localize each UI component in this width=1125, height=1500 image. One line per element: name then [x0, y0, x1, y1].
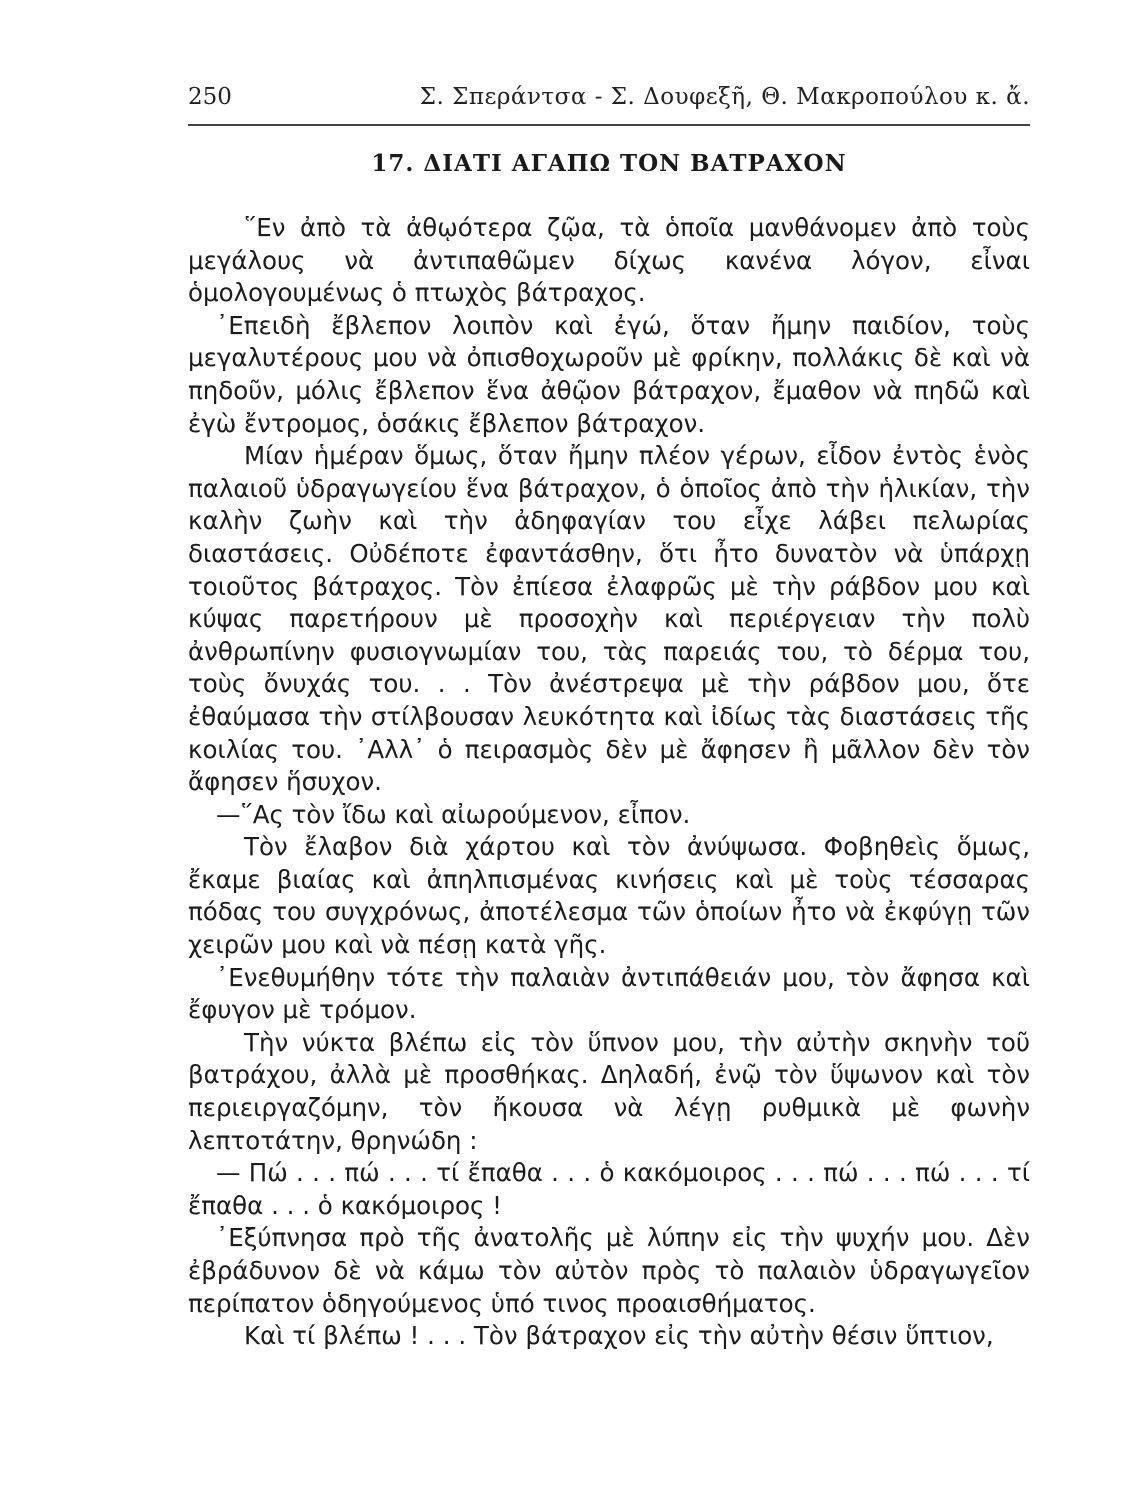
paragraph-2: ᾿Επειδὴ ἔβλεπον λοιπὸν καὶ ἐγώ, ὅταν ἤμην παιδίον, τοὺς μεγαλυτέρους μου νὰ ὀπισθοχωροῦν μὲ φρίκην, πολλάκις δὲ καὶ νὰ πηδοῦν, μόλις ἔβλεπον ἕνα ἀθῷον βάτραχον, ἔμαθον νὰ πηδῶ καὶ ἐγὼ ἔντρομος, ὁσάκις ἔβλεπον βάτραχον. — [188, 310, 1030, 438]
paragraph-9: ᾿Εξύπνησα πρὸ τῆς ἀνατολῆς μὲ λύπην εἰς τὴν ψυχήν μου. Δὲν ἐβράδυνον δὲ νὰ κάμω τὸν αὐτὸν πρὸς τὸ παλαιὸν ὑδραγωγεῖον περίπατον ὁδηγούμενος ὑπό τινος προαισθήματος. — [188, 1223, 1030, 1318]
header-rule — [188, 124, 1030, 126]
page-number: 250 — [188, 84, 232, 110]
paragraph-10: Καὶ τί βλέπω ! . . . Τὸν βάτραχον εἰς τὴν αὐτὴν θέσιν ὕπτιον, — [244, 1321, 994, 1351]
running-head: Σ. Σπεράντσα - Σ. Δουφεξῆ, Θ. Μακροπούλου κ. ἄ. — [419, 84, 1030, 110]
body-text — [188, 212, 1030, 1353]
paragraph-6: ᾿Ενεθυμήθην τότε τὴν παλαιὰν ἀντιπάθειάν μου, τὸν ἄφησα καὶ ἔφυγον μὲ τρόμον. — [188, 962, 1030, 1025]
paragraph-7: Τὴν νύκτα βλέπω εἰς τὸν ὕπνον μου, τὴν αὐτὴν σκηνὴν τοῦ βατράχου, ἀλλὰ μὲ προσθήκας. Δηλαδή, ἐνῷ τὸν ὕψωνον καὶ τὸν περιειργαζόμην, τὸν ἤκουσα νὰ λέγῃ ρυθμικὰ μὲ φωνὴν λεπτοτάτην, θρηνώδη : — [188, 1027, 1030, 1155]
chapter-title: 17. ΔΙΑΤΙ ΑΓΑΠΩ ΤΟΝ ΒΑΤΡΑΧΟΝ — [371, 150, 847, 177]
paragraph-1: ῞Εν ἀπὸ τὰ ἀθῳότερα ζῷα, τὰ ὁποῖα μανθάνομεν ἀπὸ τοὺς μεγάλους νὰ ἀντιπαθῶμεν δίχως κανένα λόγον, εἶναι ὁμολογουμένως ὁ πτωχὸς βάτραχος. — [188, 213, 1030, 308]
page-header — [188, 84, 1030, 120]
paragraph-4: —῞Ας τὸν ἴδω καὶ αἰωρούμενον, εἶπον. — [216, 799, 691, 829]
paragraph-3: Μίαν ἡμέραν ὅμως, ὅταν ἤμην πλέον γέρων, εἶδον ἐντὸς ἑνὸς παλαιοῦ ὑδραγωγείου ἕνα βάτραχον, ὁ ὁποῖος ἀπὸ τὴν ἡλικίαν, τὴν καλὴν ζωὴν καὶ τὴν ἀδηφαγίαν του εἶχε λάβει πελωρίας διαστάσεις. Οὐδέποτε ἐφαντάσθην, ὅτι ἦτο δυνατὸν νὰ ὑπάρχῃ τοιοῦτος βάτραχος. Τὸν ἐπίεσα ἐλαφρῶς μὲ τὴν ράβδον μου καὶ κύψας παρετήρουν μὲ προσοχὴν καὶ περιέργειαν τὴν πολὺ ἀνθρωπίνην φυσιογνωμίαν του, τὰς παρειάς του, τὸ δέρμα του, τοὺς ὄνυχάς του. . . Τὸν ἀνέστρεψα μὲ τὴν ράβδον μου, ὅτε ἐθαύμασα τὴν στίλβουσαν λευκότητα καὶ ἰδίως τὰς διαστάσεις τῆς κοιλίας του. ᾿Αλλ᾿ ὁ πειρασμὸς δὲν μὲ ἄφησεν ἢ μᾶλλον δὲν τὸν ἄφησεν ἥσυχον. — [188, 441, 1030, 797]
paragraph-5: Τὸν ἔλαβον διὰ χάρτου καὶ τὸν ἀνύψωσα. Φοβηθεὶς ὅμως, ἔκαμε βιαίας καὶ ἀπηλπισμένας κινήσεις καὶ μὲ τοὺς τέσσαρας πόδας του συγχρόνως, ἀποτέλεσμα τῶν ὁποίων ἦτο νὰ ἐκφύγῃ τῶν χειρῶν μου καὶ νὰ πέσῃ κατὰ γῆς. — [188, 832, 1030, 960]
paragraph-8: — Πώ . . . πώ . . . τί ἔπαθα . . . ὁ κακόμοιρος . . . πώ . . . πώ . . . τί ἔπαθα . . . ὁ κακόμοιρος ! — [188, 1158, 1030, 1220]
